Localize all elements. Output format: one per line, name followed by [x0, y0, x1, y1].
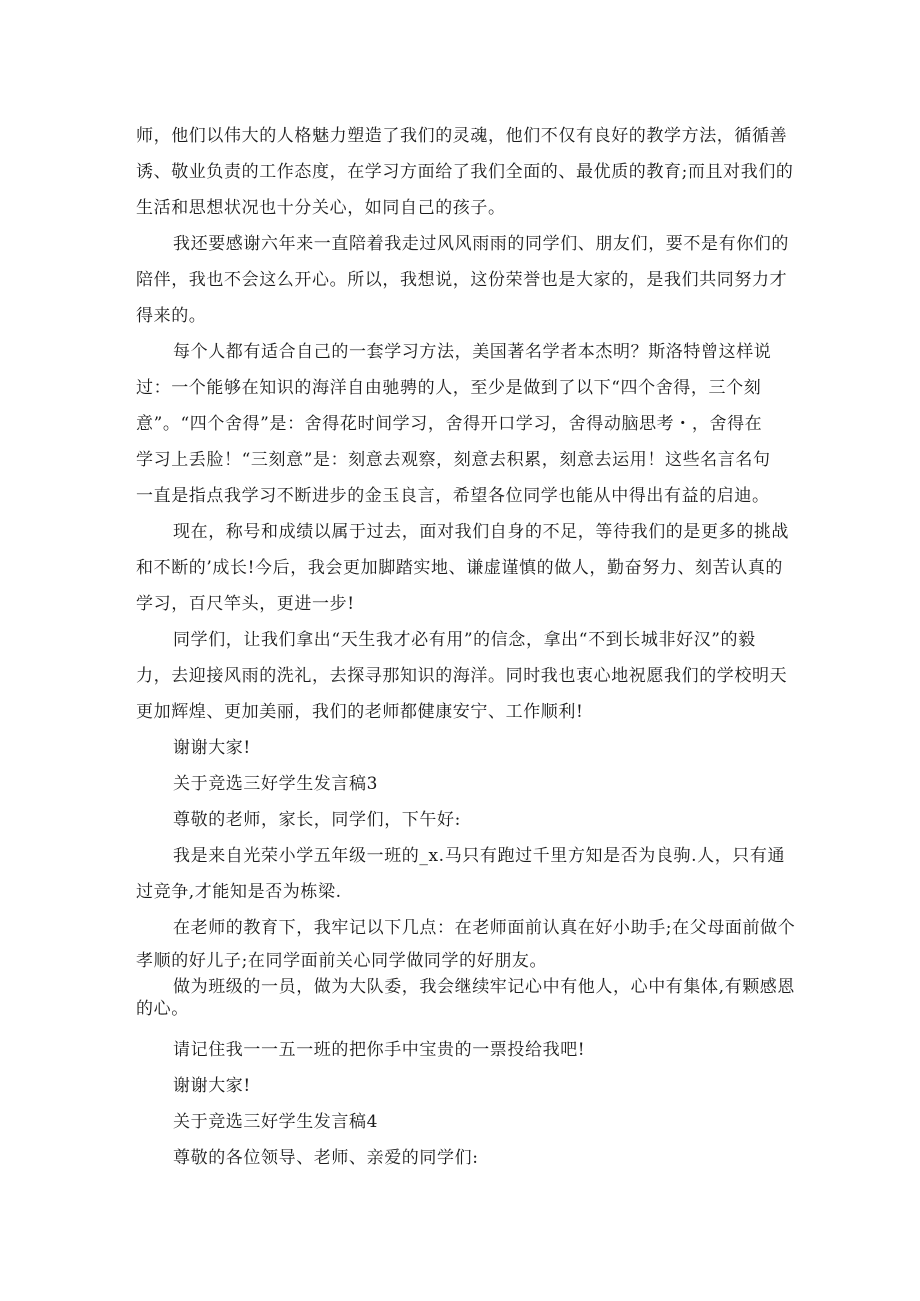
text-line: 我还要感谢六年来一直陪着我走过风风雨雨的同学们、朋友们，要不是有你们的 — [173, 234, 789, 254]
closing-line: 谢谢大家! — [173, 738, 251, 758]
text-line: 做为班级的一员，做为大队委，我会继续牢记心中有他人，心中有集体,有颗感恩 — [173, 977, 796, 997]
greeting-line: 尊敬的各位领导、老师、亲爱的同学们: — [173, 1148, 479, 1168]
text-line: 得来的。 — [136, 306, 207, 326]
document-page — [136, 118, 796, 1176]
text-line: 陪伴，我也不会这么开心。所以，我想说，这份荣誉也是大家的，是我们共同努力才 — [136, 270, 788, 290]
greeting-line: 尊敬的老师，家长，同学们，下午好: — [173, 810, 461, 830]
text-line: 师，他们以伟大的人格魅力塑造了我们的灵魂，他们不仅有良好的教学方法，循循善 — [136, 126, 788, 146]
text-line: 同学们，让我们拿出“天生我才必有用”的信念，拿出“不到长城非好汉”的毅 — [173, 630, 756, 650]
text-line: 诱、敬业负责的工作态度，在学习方面给了我们全面的、最优质的教育;而且对我们的 — [136, 162, 794, 182]
text-line: 在老师的教育下，我牢记以下几点：在老师面前认真在好小助手;在父母面前做个 — [173, 918, 796, 938]
text-line: 力，去迎接风雨的洗礼，去探寻那知识的海洋。同时我也衷心地祝愿我们的学校明天 — [136, 666, 788, 686]
text-line: 过：一个能够在知识的海洋自由驰骋的人，至少是做到了以下“四个舍得，三个刻 — [136, 378, 762, 398]
text-line: 学习上丢脸！“三刻意”是：刻意去观察，刻意去积累，刻意去运用！这些名言名句 — [136, 450, 771, 470]
text-line: 一直是指点我学习不断进步的金玉良言，希望各位同学也能从中得出有益的启迪。 — [136, 486, 770, 506]
text-line: 的心。 — [136, 999, 189, 1019]
text-line: 孝顺的好儿子;在同学面前关心同学做同学的好朋友。 — [136, 951, 548, 971]
text-line: 我是来自光荣小学五年级一班的_x.马只有跑过千里方知是否为良驹.人，只有通 — [173, 846, 786, 866]
text-line: 更加辉煌、更加美丽，我们的老师都健康安宁、工作顺利! — [136, 702, 584, 722]
text-line: 现在，称号和成绩以属于过去，面对我们自身的不足，等待我们的是更多的挑战 — [173, 522, 789, 542]
text-line: 意”。“四个舍得”是：舍得花时间学习，舍得开口学习，舍得动脑思考・，舍得在 — [136, 414, 763, 434]
section-heading: 关于竞选三好学生发言稿3 — [173, 774, 379, 794]
text-line: 学习，百尺竿头，更进一步! — [136, 594, 355, 614]
section-heading: 关于竞选三好学生发言稿4 — [173, 1112, 379, 1132]
closing-line: 谢谢大家! — [173, 1076, 251, 1096]
text-line: 过竞争,才能知是否为栋梁. — [136, 882, 342, 902]
text-line: 和不断的’成长!今后，我会更加脚踏实地、谦虚谨慎的做人，勤奋努力、刻苦认真的 — [136, 558, 784, 578]
text-line: 每个人都有适合自己的一套学习方法，美国著名学者本杰明？斯洛特曾这样说 — [173, 342, 772, 362]
text-line: 生活和思想状况也十分关心，如同自己的孩子。 — [136, 198, 506, 218]
text-line: 请记住我一一五一班的把你手中宝贵的一票投给我吧! — [173, 1040, 586, 1060]
